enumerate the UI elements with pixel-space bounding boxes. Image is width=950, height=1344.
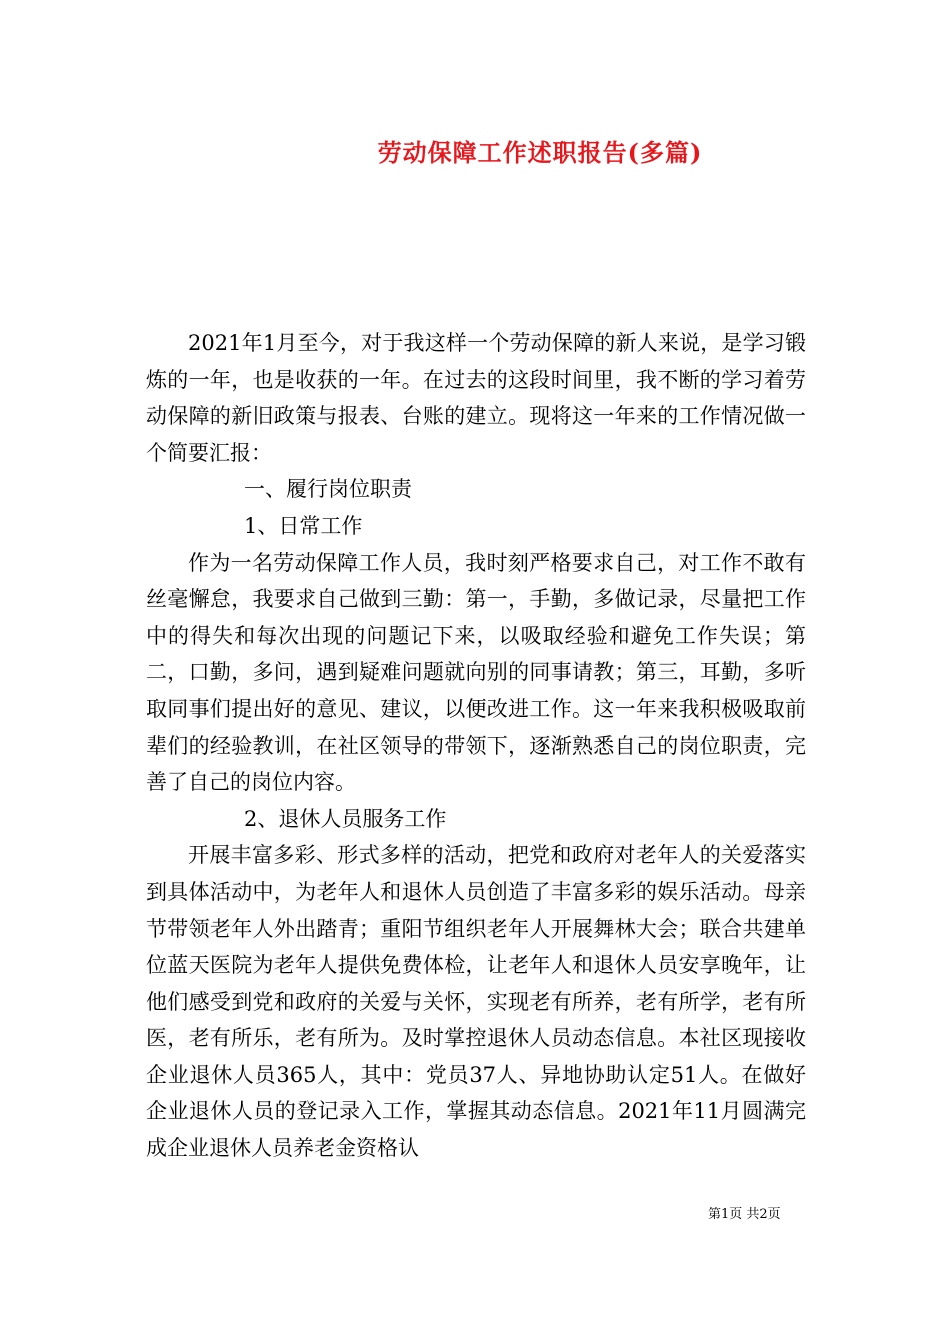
section-heading-duties: 一、履行岗位职责 xyxy=(244,477,412,502)
page-number-footer: 第1页 共2页 xyxy=(708,1207,781,1222)
document-body xyxy=(146,325,806,1167)
document-title: 劳动保障工作述职报告(多篇) xyxy=(377,138,703,167)
paragraph-retiree-service: 开展丰富多彩、形式多样的活动，把党和政府对老年人的关爱落实到具体活动中，为老年人和退休人员创造了丰富多彩的娱乐活动。母亲节带领老年人外出踏青；重阳节组织老年人开展舞林大会；联合共建单位蓝天医院为老年人提供免费体检，让老年人和退休人员安享晚年，让他们感受到党和政府的关爱与关怀，实现老有所养，老有所学，老有所医，老有所乐，老有所为。及时掌控退休人员动态信息。本社区现接收企业退休人员365人，其中：党员37人、异地协助认定51人。在做好企业退休人员的登记录入工作，掌握其动态信息。2021年11月圆满完成企业退休人员养老金资格认 xyxy=(146,843,806,1161)
subsection-heading-retiree-service: 2、退休人员服务工作 xyxy=(244,806,447,831)
subsection-heading-daily-work: 1、日常工作 xyxy=(244,513,363,538)
paragraph-daily-work: 作为一名劳动保障工作人员，我时刻严格要求自己，对工作不敢有丝毫懈怠，我要求自己做到三勤：第一，手勤，多做记录，尽量把工作中的得失和每次出现的问题记下来，以吸取经验和避免工作失误；第二，口勤，多问，遇到疑难问题就向别的同事请教；第三，耳勤，多听取同事们提出好的意见、建议，以便改进工作。这一年来我积极吸取前辈们的经验教训，在社区领导的带领下，逐渐熟悉自己的岗位职责，完善了自己的岗位内容。 xyxy=(146,550,806,795)
paragraph-intro: 2021年1月至今，对于我这样一个劳动保障的新人来说，是学习锻炼的一年，也是收获的一年。在过去的这段时间里，我不断的学习着劳动保障的新旧政策与报表、台账的建立。现将这一年来的工作情况做一个简要汇报： xyxy=(146,331,806,465)
